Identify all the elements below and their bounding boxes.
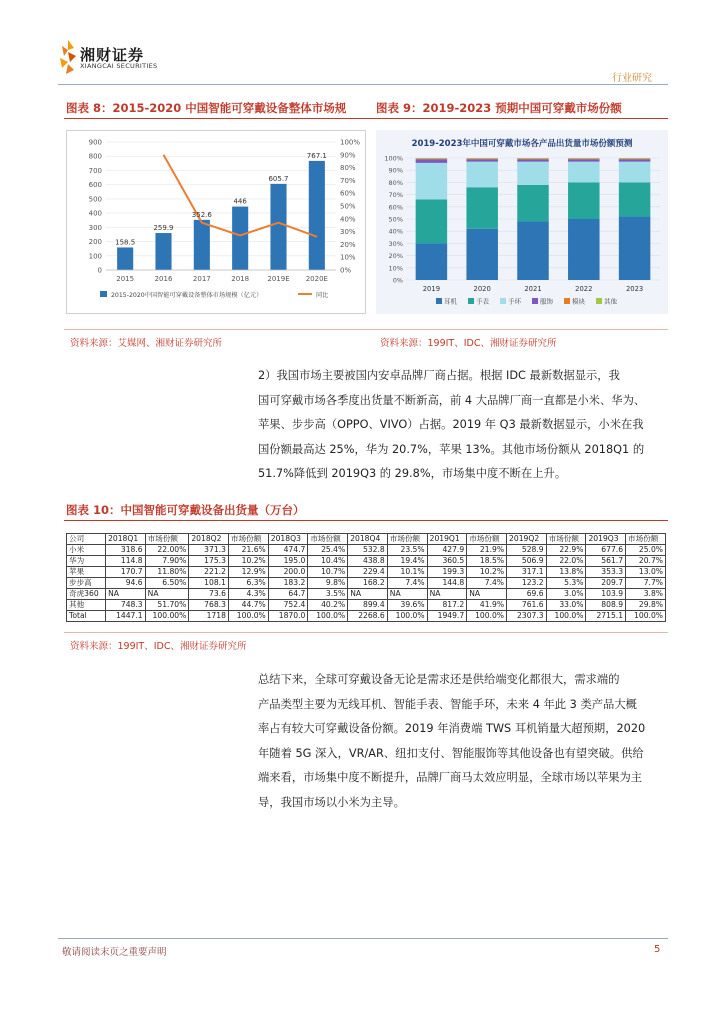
disclaimer-note: 敬请阅读末页之重要声明 [62, 947, 167, 958]
data-label: 259.9 [153, 224, 174, 233]
table-cell: 100.0% [308, 611, 348, 622]
table-cell: 22.0% [546, 556, 586, 567]
table-cell: 2019Q1 [427, 534, 467, 545]
table-cell: 175.3 [189, 556, 229, 567]
bar [155, 233, 171, 270]
table-cell: 2715.1 [586, 611, 626, 622]
table-cell: 25.0% [626, 545, 666, 556]
data-label: 446 [233, 197, 247, 206]
table-cell: 20.7% [626, 556, 666, 567]
data-label: 767.1 [306, 151, 327, 160]
bar-segment [466, 158, 497, 159]
source-divider [64, 329, 668, 330]
bar [117, 247, 133, 270]
table-cell: 2018Q1 [106, 534, 146, 545]
y2-tick-label: 30% [340, 228, 356, 237]
table-cell: 427.9 [427, 545, 467, 556]
y-tick-label: 100% [384, 154, 403, 163]
table-cell: 40.2% [308, 600, 348, 611]
y-tick-label: 400 [88, 209, 102, 218]
table-cell: 13.8% [546, 567, 586, 578]
table-cell: 318.6 [106, 545, 146, 556]
y2-tick-label: 10% [340, 253, 356, 262]
logo-text-en: XIANGCAI SECURITIES [80, 62, 158, 70]
table-cell: 21.9% [467, 545, 507, 556]
y2-tick-label: 50% [340, 202, 356, 211]
table-cell: 353.3 [586, 567, 626, 578]
paragraph-line: 2）我国市场主要被国内安卓品牌厂商占据。根据 IDC 最新数据显示，我 [258, 369, 620, 382]
x-tick-label: 2015 [116, 275, 135, 283]
table-cell: 6.3% [228, 578, 268, 589]
table-cell: 73.6 [189, 589, 229, 600]
table-cell: 3.5% [308, 589, 348, 600]
table-cell: 1949.7 [427, 611, 467, 622]
table-cell: 市场份额 [546, 534, 586, 545]
shipment-table [66, 533, 666, 622]
footer-divider [58, 938, 668, 939]
table-cell: 5.3% [546, 578, 586, 589]
table-cell: 2268.6 [348, 611, 388, 622]
table-cell: 市场份额 [387, 534, 427, 545]
bar-segment [568, 159, 599, 161]
table-cell: 168.2 [348, 578, 388, 589]
table-cell: 41.9% [467, 600, 507, 611]
table-cell: 528.9 [507, 545, 547, 556]
table-cell: 21.6% [228, 545, 268, 556]
table-cell: 100.0% [626, 611, 666, 622]
table-cell: 108.1 [189, 578, 229, 589]
table-cell: 69.6 [507, 589, 547, 600]
bar [194, 220, 210, 270]
y-tick-label: 90% [388, 166, 403, 175]
bar-segment [568, 162, 599, 183]
table-cell: 808.9 [586, 600, 626, 611]
x-tick-label: 2018 [231, 275, 250, 283]
bar-segment [568, 182, 599, 219]
table-cell: 170.7 [106, 567, 146, 578]
figure9-title: 图表 9：2019-2023 预期中国可穿戴市场份额 [376, 101, 622, 115]
bar-segment [466, 159, 497, 161]
table-cell: 64.7 [268, 589, 308, 600]
x-tick-label: 2020E [305, 275, 328, 283]
y-tick-label: 900 [88, 138, 102, 147]
table-cell: 其他 [67, 600, 106, 611]
table-cell: 195.0 [268, 556, 308, 567]
table-cell: 209.7 [586, 578, 626, 589]
table-cell: 奇虎360 [67, 589, 106, 600]
table-cell: 2018Q3 [268, 534, 308, 545]
x-tick-label: 2020 [473, 285, 491, 293]
y-tick-label: 700 [88, 166, 102, 175]
y-tick-label: 800 [88, 152, 102, 161]
table-cell: 7.7% [626, 578, 666, 589]
bar-segment [517, 162, 548, 185]
shipment-table-wrap [66, 533, 666, 622]
legend-label: 同比 [316, 292, 329, 299]
table-cell: 768.3 [189, 600, 229, 611]
paragraph-line: 国份额最高达 25%，华为 20.7%，苹果 13%。其他市场份额从 2018Q1 的 [258, 442, 645, 456]
table-cell: 1718 [189, 611, 229, 622]
x-tick-label: 2019 [422, 285, 441, 293]
table-cell: NA [427, 589, 467, 600]
table-cell: 144.8 [427, 578, 467, 589]
paragraph-line: 端来看，市场集中度不断提升，品牌厂商马太效应明显，全球市场以苹果为主 [258, 771, 643, 784]
table-cell: 苹果 [67, 567, 106, 578]
legend-label: 手表 [476, 297, 489, 306]
table-cell: 华为 [67, 556, 106, 567]
paragraph-line: 51.7%降低到 2019Q3 的 29.8%，市场集中度不断在上升。 [258, 467, 567, 480]
bar-segment [619, 159, 650, 161]
table-cell: 2307.3 [507, 611, 547, 622]
bar-segment [466, 229, 497, 280]
table-cell: 9.8% [308, 578, 348, 589]
y-tick-label: 100 [88, 252, 102, 261]
market-size-chart [66, 130, 366, 314]
y-tick-label: 60% [388, 203, 403, 212]
table-cell: 1870.0 [268, 611, 308, 622]
table-cell: 23.5% [387, 545, 427, 556]
table-cell: 12.9% [228, 567, 268, 578]
report-category: 行业研究 [612, 73, 652, 84]
figure10-source: 资料来源：199IT、IDC、湘财证券研究所 [70, 641, 247, 652]
table-cell: 公司 [67, 534, 106, 545]
table-cell: Total [67, 611, 106, 622]
table-cell: 761.6 [507, 600, 547, 611]
legend-label: 服饰 [540, 297, 553, 306]
y-tick-label: 70% [388, 191, 403, 200]
table-cell: 748.3 [106, 600, 146, 611]
paragraph-line: 导，我国市场以小米为主导。 [258, 795, 405, 809]
table-cell: 10.2% [467, 567, 507, 578]
legend-swatch [500, 298, 506, 304]
table-cell: 2019Q2 [507, 534, 547, 545]
table-cell: 899.4 [348, 600, 388, 611]
table-cell: NA [467, 589, 507, 600]
data-label: 605.7 [268, 174, 289, 183]
table-cell: 474.7 [268, 545, 308, 556]
table-cell: 317.1 [507, 567, 547, 578]
table-row [67, 556, 666, 567]
table-header-row [67, 534, 666, 545]
table-cell: 33.0% [546, 600, 586, 611]
bar-segment [568, 159, 599, 160]
table-cell: 步步高 [67, 578, 106, 589]
legend-label: 其他 [604, 297, 617, 306]
table-cell: NA [145, 589, 189, 600]
bar-segment [517, 221, 548, 280]
chart-title: 2019-2023年中国可穿戴市场各产品出货量市场份额预测 [411, 139, 633, 149]
legend-swatch [596, 298, 602, 304]
summary-paragraph [258, 668, 658, 815]
table-cell: 4.3% [228, 589, 268, 600]
table-cell: 10.7% [308, 567, 348, 578]
table-cell: 市场份额 [228, 534, 268, 545]
bar-segment [416, 158, 447, 159]
bar-segment [568, 219, 599, 280]
y2-tick-label: 20% [340, 240, 356, 249]
table-cell: 371.3 [189, 545, 229, 556]
paragraph-line: 年随着 5G 深入，VR/AR、纽扣支付、智能服饰等其他设备也有望突破。供给 [258, 746, 644, 760]
bar-segment [466, 187, 497, 228]
bar-segment [517, 159, 548, 160]
table-cell: 2019Q3 [586, 534, 626, 545]
table-cell: 506.9 [507, 556, 547, 567]
legend-label: 2015-2020中国智能可穿戴设备整体市场规模（亿元） [111, 292, 263, 299]
y-tick-label: 20% [388, 252, 403, 261]
table-cell: 752.4 [268, 600, 308, 611]
table-cell: 51.70% [145, 600, 189, 611]
y-tick-label: 0 [97, 266, 102, 275]
legend-swatch [564, 298, 570, 304]
x-tick-label: 2019E [267, 275, 290, 283]
header-divider [58, 84, 668, 85]
table-cell: 3.0% [546, 589, 586, 600]
bar-segment [416, 159, 447, 163]
table-cell: 123.2 [507, 578, 547, 589]
paragraph-line: 产品类型主要为无线耳机、智能手表、智能手环，未来 4 年此 3 类产品大概 [258, 697, 637, 711]
table-cell: 221.2 [189, 567, 229, 578]
bar [232, 207, 248, 270]
table-cell: 19.4% [387, 556, 427, 567]
bar-segment [517, 159, 548, 161]
bar-segment [466, 159, 497, 160]
table-cell: 7.4% [467, 578, 507, 589]
x-tick-label: 2016 [154, 275, 173, 283]
table-cell: NA [106, 589, 146, 600]
x-tick-label: 2022 [575, 285, 593, 293]
bar-segment [619, 217, 650, 280]
table-cell: 22.00% [145, 545, 189, 556]
y-tick-label: 0% [392, 276, 403, 285]
bar-segment [416, 243, 447, 280]
legend-label: 手环 [508, 297, 521, 306]
figure10-title: 图表 10：中国智能可穿戴设备出货量（万台） [66, 503, 305, 517]
table-row [67, 567, 666, 578]
logo-text-cn: 湘财证券 [80, 46, 145, 64]
bar-segment [619, 158, 650, 159]
table-cell: 10.1% [387, 567, 427, 578]
table-cell: 市场份额 [467, 534, 507, 545]
paragraph-line: 率占有较大可穿戴设备份额。2019 年消费端 TWS 耳机销量大超预期，2020 [258, 722, 646, 735]
table-cell: 2018Q4 [348, 534, 388, 545]
y-tick-label: 80% [388, 178, 403, 187]
y2-tick-label: 40% [340, 215, 356, 224]
y-tick-label: 10% [388, 264, 403, 273]
table-cell: 1447.1 [106, 611, 146, 622]
table-cell: 532.8 [348, 545, 388, 556]
table-cell: 小米 [67, 545, 106, 556]
table-cell: 114.8 [106, 556, 146, 567]
table-cell: 22.9% [546, 545, 586, 556]
table-source-divider [64, 632, 668, 633]
table-cell: 100.0% [546, 611, 586, 622]
y2-tick-label: 70% [340, 176, 356, 185]
table-cell: 7.4% [387, 578, 427, 589]
table-cell: 183.2 [268, 578, 308, 589]
bar-segment [466, 162, 497, 188]
y-tick-label: 300 [88, 223, 102, 232]
table-cell: 817.2 [427, 600, 467, 611]
table-cell: 100.0% [387, 611, 427, 622]
table-cell: 677.6 [586, 545, 626, 556]
table-cell: 103.9 [586, 589, 626, 600]
figure10-divider [64, 520, 668, 521]
table-cell: 438.8 [348, 556, 388, 567]
table-row [67, 611, 666, 622]
table-cell: 6.50% [145, 578, 189, 589]
share-forecast-chart [376, 130, 668, 314]
x-tick-label: 2021 [524, 285, 542, 293]
legend-swatch [100, 291, 107, 297]
paragraph-line: 总结下来，全球可穿戴设备无论是需求还是供给端变化都很大，需求端的 [258, 673, 620, 686]
x-tick-label: 2017 [192, 275, 211, 283]
table-cell: 7.90% [145, 556, 189, 567]
table-row [67, 589, 666, 600]
table-cell: 3.8% [626, 589, 666, 600]
legend-swatch [436, 298, 442, 304]
y-tick-label: 600 [88, 181, 102, 190]
table-cell: 360.5 [427, 556, 467, 567]
y2-tick-label: 90% [340, 151, 356, 160]
paragraph-line: 苹果、步步高（OPPO、VIVO）占据。2019 年 Q3 最新数据显示，小米在我 [258, 418, 644, 431]
table-cell: NA [348, 589, 388, 600]
bar-segment [619, 159, 650, 160]
table-cell: 29.8% [626, 600, 666, 611]
table-cell: 18.5% [467, 556, 507, 567]
data-label: 158.5 [115, 238, 136, 247]
figure8-source: 资料来源：艾媒网、湘财证券研究所 [70, 338, 223, 349]
table-cell: 13.0% [626, 567, 666, 578]
table-row [67, 545, 666, 556]
legend-swatch [532, 298, 538, 304]
bar-segment [416, 199, 447, 243]
table-cell: 25.4% [308, 545, 348, 556]
data-label: 352.6 [191, 210, 212, 219]
table-row [67, 600, 666, 611]
y2-tick-label: 100% [340, 138, 361, 147]
table-cell: 市场份额 [308, 534, 348, 545]
table-cell: 199.3 [427, 567, 467, 578]
table-cell: 100.0% [467, 611, 507, 622]
table-cell: 市场份额 [145, 534, 189, 545]
y-tick-label: 40% [388, 227, 403, 236]
table-row [67, 578, 666, 589]
table-cell: 229.4 [348, 567, 388, 578]
bar-segment [517, 185, 548, 222]
y-tick-label: 30% [388, 239, 403, 248]
table-cell: NA [387, 589, 427, 600]
table-cell: 2018Q2 [189, 534, 229, 545]
table-cell: 11.80% [145, 567, 189, 578]
y2-tick-label: 60% [340, 189, 356, 198]
table-cell: 100.00% [145, 611, 189, 622]
y-tick-label: 50% [388, 215, 403, 224]
page-number: 5 [654, 944, 661, 955]
figure9-source: 资料来源：199IT、IDC、湘财证券研究所 [380, 338, 557, 349]
figure-title-divider [64, 118, 668, 119]
table-cell: 10.4% [308, 556, 348, 567]
y2-tick-label: 80% [340, 164, 356, 173]
bar-segment [517, 158, 548, 159]
table-cell: 市场份额 [626, 534, 666, 545]
legend-label: 模块 [572, 297, 585, 306]
table-cell: 561.7 [586, 556, 626, 567]
y-tick-label: 200 [88, 238, 102, 247]
bar-segment [416, 159, 447, 160]
legend-swatch [468, 298, 474, 304]
bar-segment [619, 182, 650, 216]
bar-segment [619, 162, 650, 183]
y2-tick-label: 0% [340, 266, 352, 275]
table-cell: 39.6% [387, 600, 427, 611]
bar [270, 184, 286, 270]
figure8-title: 图表 8：2015-2020 中国智能可穿戴设备整体市场规 [66, 101, 347, 115]
analysis-paragraph-1 [258, 364, 658, 487]
bar [309, 161, 325, 270]
bar-segment [416, 163, 447, 200]
x-tick-label: 2023 [625, 285, 644, 293]
paragraph-line: 国可穿戴市场各季度出货量不断新高，前 4 大品牌厂商一直都是小米、华为、 [258, 393, 646, 407]
y-tick-label: 500 [88, 195, 102, 204]
table-cell: 200.0 [268, 567, 308, 578]
table-cell: 100.0% [228, 611, 268, 622]
logo-mark-icon [58, 40, 78, 74]
bar-segment [568, 158, 599, 159]
legend-label: 耳机 [444, 297, 457, 306]
table-cell: 44.7% [228, 600, 268, 611]
table-cell: 10.2% [228, 556, 268, 567]
table-cell: 94.6 [106, 578, 146, 589]
